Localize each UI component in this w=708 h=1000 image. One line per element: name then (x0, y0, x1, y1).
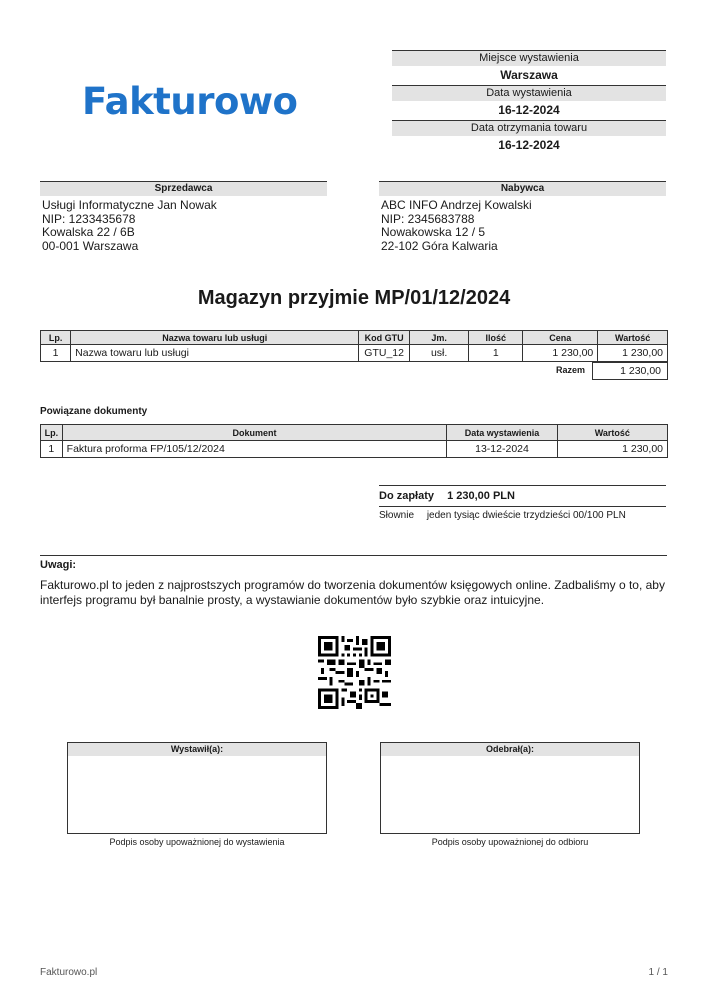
item-value: 1 230,00 (598, 345, 668, 362)
related-value: 1 230,00 (557, 441, 667, 458)
related-col-date: Data wystawienia (447, 425, 557, 441)
qr-code-icon (318, 636, 391, 714)
receiver-signature-box (380, 742, 640, 834)
item-lp: 1 (41, 345, 71, 362)
document-title: Magazyn przyjmie MP/01/12/2024 (197, 287, 511, 309)
issuer-signature-heading: Wystawił(a): (68, 743, 326, 756)
issue-date-label: Data wystawienia (392, 85, 666, 101)
issue-place-label: Miejsce wystawienia (392, 50, 666, 66)
amount-words-label: Słownie (379, 510, 415, 521)
receiver-signature-block (380, 742, 640, 847)
seller-heading: Sprzedawca (40, 181, 327, 196)
amount-words-line (379, 507, 666, 525)
amount-words-value: jeden tysiąc dwieście trzydzieści 00/100 PLN (426, 510, 626, 521)
notes-title: Uwagi: (40, 559, 77, 571)
buyer-heading: Nabywca (379, 181, 666, 196)
total-value: 1 230,00 (592, 362, 668, 380)
amount-due-value: 1 230,00 PLN (447, 490, 515, 502)
buyer-block (379, 181, 666, 253)
issue-place-value: Warszawa (500, 68, 558, 82)
related-docs-table (40, 424, 668, 458)
seller-street: Kowalska 22 / 6B (42, 225, 135, 239)
item-name: Nazwa towaru lub usługi (71, 345, 359, 362)
buyer-city: 22-102 Góra Kalwaria (381, 238, 498, 253)
issue-date-value: 16-12-2024 (498, 103, 560, 117)
table-row (41, 441, 668, 458)
related-doc: Faktura proforma FP/105/12/2024 (62, 441, 447, 458)
items-header-row (41, 331, 668, 345)
receiver-signature-heading: Odebrał(a): (381, 743, 639, 756)
item-price: 1 230,00 (523, 345, 598, 362)
item-unit: usł. (409, 345, 468, 362)
related-header-row (41, 425, 668, 441)
related-col-value: Wartość (557, 425, 667, 441)
col-qty: Ilość (469, 331, 523, 345)
seller-block (40, 181, 327, 253)
item-qty: 1 (469, 345, 523, 362)
related-col-lp: Lp. (41, 425, 63, 441)
seller-name: Usługi Informatyczne Jan Nowak (42, 198, 217, 212)
company-logo: Fakturowo (82, 80, 298, 123)
item-gtu: GTU_12 (359, 345, 410, 362)
issuer-signature-block (67, 742, 327, 847)
col-name: Nazwa towaru lub usługi (71, 331, 359, 345)
amount-due-line (379, 485, 666, 507)
payment-summary (379, 485, 666, 525)
items-table (40, 330, 668, 362)
related-docs-title: Powiązane dokumenty (40, 406, 148, 417)
amount-due-label: Do zapłaty (379, 490, 435, 502)
buyer-street: Nowakowska 12 / 5 (381, 225, 486, 239)
col-lp: Lp. (41, 331, 71, 345)
receipt-date-value: 16-12-2024 (498, 138, 560, 152)
buyer-name: ABC INFO Andrzej Kowalski (381, 198, 532, 212)
issue-meta-block (392, 50, 666, 155)
col-value: Wartość (598, 331, 668, 345)
related-date: 13-12-2024 (447, 441, 557, 458)
seller-city: 00-001 Warszawa (42, 238, 139, 253)
receipt-date-label: Data otrzymania towaru (392, 120, 666, 136)
footer-site: Fakturowo.pl (40, 967, 98, 978)
seller-nip: NIP: 1233435678 (42, 211, 136, 226)
col-price: Cena (523, 331, 598, 345)
col-gtu: Kod GTU (359, 331, 410, 345)
issuer-signature-caption: Podpis osoby upoważnionej do wystawienia (109, 837, 285, 847)
notes-text: Fakturowo.pl to jeden z najprostszych programów do tworzenia dokumentów księgowych online. Zadbaliśmy o to, aby interfejs programu był banalnie prosty, a wystawianie dokumentów było szybkie oraz intuicyjne. (40, 578, 665, 607)
total-label: Razem (556, 365, 586, 375)
footer-page-number: 1 / 1 (648, 967, 668, 978)
related-lp: 1 (41, 441, 63, 458)
issuer-signature-box (67, 742, 327, 834)
buyer-nip: NIP: 2345683788 (381, 211, 475, 226)
notes-divider (40, 555, 667, 556)
related-col-doc: Dokument (62, 425, 447, 441)
table-row (41, 345, 668, 362)
col-unit: Jm. (409, 331, 468, 345)
receiver-signature-caption: Podpis osoby upoważnionej do odbioru (431, 837, 589, 847)
